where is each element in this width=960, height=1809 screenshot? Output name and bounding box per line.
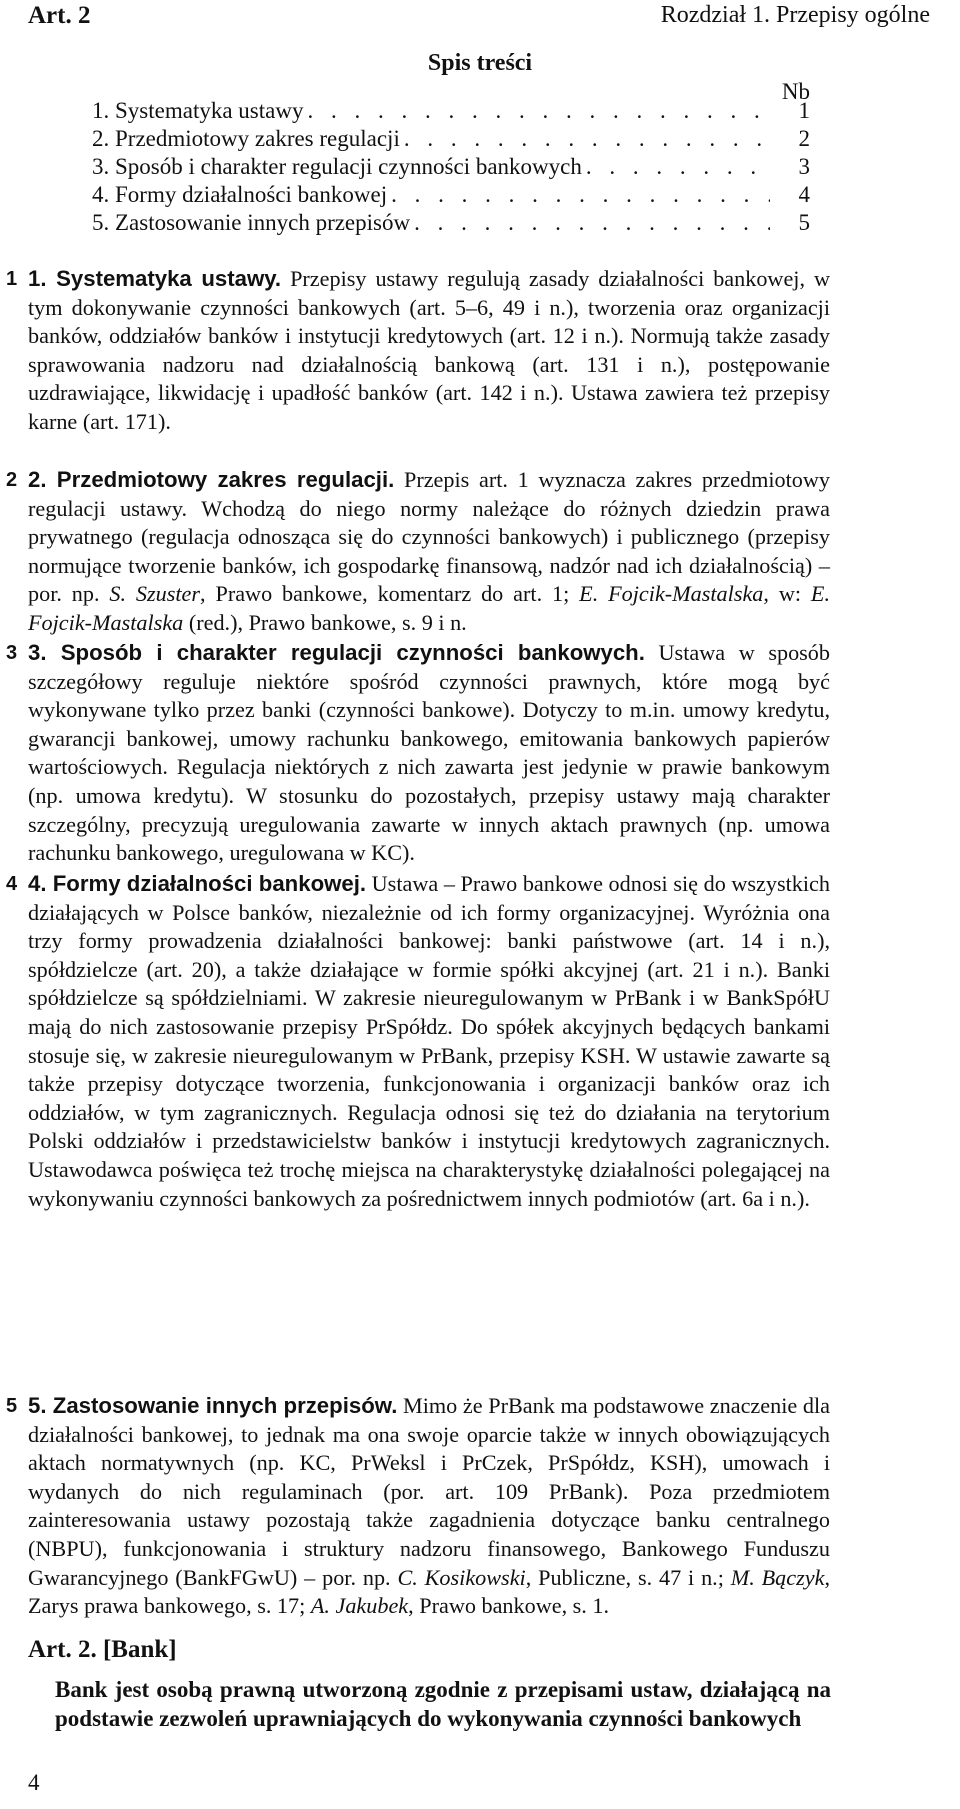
margin-number: 4 [6, 873, 18, 895]
toc-entry[interactable] [92, 209, 810, 237]
section-heading: 1. Systematyka ustawy. [28, 266, 282, 291]
toc-leader-dots [387, 181, 770, 209]
header-article: Art. 2 [28, 2, 91, 29]
toc-entry-label: 1. Systematyka ustawy [92, 98, 304, 123]
section-5 [6, 1392, 830, 1621]
toc-entry-number: 5 [798, 210, 810, 235]
section-text: Mimo że PrBank ma podstawowe znaczenie dla działalności bankowej, to jednak ma ona swoje oparcie także w innych obowiązujących aktach normatywnych (np. KC, PrWeksl i PrCzek, PrSpółdz, KSH), umowach i wydanych do nich regulaminach (por. art. 109 PrBank). Poza przedmiotem zainteresowania ustawy pozostają także zagadnienia dotyczące banku centralnego (NBPU), funkcjonowania i struktury nadzoru finansowego, Bankowego Funduszu Gwarancyjnego (BankFGwU) – por. np. [28, 1393, 830, 1590]
header-chapter: Rozdział 1. Przepisy ogólne [660, 2, 930, 28]
section-heading: 4. Formy działalności bankowej. [28, 871, 367, 896]
toc-leader-dots [400, 125, 770, 153]
reference-text: , Prawo bankowe, s. 1. [408, 1593, 610, 1619]
reference-author: E. Fojcik-Mastalska [28, 581, 831, 635]
section-text: Przepisy ustawy regulują zasady działalności bankowej, w tym dokonywanie czynności bankowych (art. 5–6, 49 i n.), tworzenia oraz organizacji banków, oddziałów banków i instytucji kredytowych (art. 12 i n.). Normują także zasady sprawowania nadzoru nad działalnością bankową (art. 131 i n.), postępowanie uzdrawiające, likwidację i upadłość banków (art. 142 i n.). Ustawa zawiera też przepisy karne (art. 171). [28, 266, 830, 434]
toc-entry[interactable] [92, 97, 810, 125]
toc-leader-dots [582, 153, 770, 181]
section-text: Ustawa w sposób szczegółowy reguluje niektóre spośród czynności prawnych, które mogą być wykonywane tylko przez banki (czynności bankowe). Dotyczy to m.in. umowy kredytu, gwarancji bankowej, umowy rachunku bankowego, emitowania bankowych papierów wartościowych. Regulacja niektórych z nich zawarta jest jedynie w prawie bankowym (np. umowa kredytu). W stosunku do pozostałych, przepisy ustawy mają charakter szczególny, precyzują uregulowania zawarte w innych aktach prawnych (np. umowa rachunku bankowego, uregulowana w KC). [28, 640, 830, 866]
section-1 [6, 265, 830, 437]
reference-text: , Prawo bankowe, komentarz do art. 1; [200, 581, 580, 607]
reference-author: E. Fojcik-Mastalska [579, 581, 764, 607]
reference-author: S. Szuster [109, 581, 201, 607]
margin-number: 1 [6, 268, 18, 290]
section-3 [6, 639, 830, 868]
toc-entry-label: 2. Przedmiotowy zakres regulacji [92, 126, 400, 151]
reference-author: A. Jakubek [310, 1593, 409, 1619]
toc-title: Spis treści [427, 50, 533, 76]
table-of-contents [92, 97, 810, 237]
reference-author: M. Bączyk [730, 1564, 825, 1590]
toc-entry-number: 1 [798, 98, 810, 123]
toc-entry-label: 3. Sposób i charakter regulacji czynności bankowych [92, 154, 582, 179]
toc-entry-number: 3 [798, 154, 810, 179]
section-text: Ustawa – Prawo bankowe odnosi się do wszystkich działających w Polsce banków, niezależnie od ich formy organizacyjnej. Wyróżnia ona trzy formy prowadzenia działalności bankowej: banki państwowe (art. 14 i n.), spółdzielcze (art. 20), a także działające w formie spółki akcyjnej (art. 21 i n.). Banki spółdzielcze są spółdzielniami. W zakresie nieuregulowanym w PrBank i w BankSpółU mają do nich zastosowanie przepisy PrSpółdz. Do spółek akcyjnych będących bankami stosuje się, w zakresie nieuregulowanym w PrBank, przepisy KSH. W ustawie zawarte są także przepisy dotyczące tworzenia, funkcjonowania i organizacji banków oraz ich oddziałów, w tym zagranicznych. Regulacja odnosi się też do działania na terytorium Polski oddziałów i przedstawicielstw banków i instytucji kredytowych zagranicznych. Ustawodawca poświęca też trochę miejsca na charakterystykę działalności polegającej na wykonywaniu czynności bankowych za pośrednictwem innych podmiotów (art. 6a i n.). [28, 871, 830, 1211]
toc-entry[interactable] [92, 125, 810, 153]
reference-text: (red.), Prawo bankowe, s. 9 i n. [183, 609, 467, 635]
toc-entry[interactable] [92, 181, 810, 209]
section-heading: 5. Zastosowanie innych przepisów. [28, 1393, 398, 1418]
toc-entry-number: 4 [798, 182, 810, 207]
section-4 [6, 870, 830, 1213]
toc-entry-label: 4. Formy działalności bankowej [92, 182, 388, 207]
section-heading: 2. Przedmiotowy zakres regulacji. [28, 467, 395, 492]
toc-entry[interactable] [92, 153, 810, 181]
margin-number: 3 [6, 642, 18, 664]
margin-number: 2 [6, 469, 18, 491]
page-number: 4 [28, 1770, 40, 1795]
toc-entry-label: 5. Zastosowanie innych przepisów [92, 210, 411, 235]
section-2 [6, 466, 831, 638]
margin-number: 5 [6, 1395, 18, 1417]
reference-author: C. Kosikowski [397, 1564, 526, 1590]
article-heading: Art. 2. [Bank] [28, 1636, 177, 1663]
reference-text: , Zarys prawa bankowego, s. 17; [28, 1564, 830, 1619]
toc-entry-number: 2 [798, 126, 810, 151]
reference-text: , Publiczne, s. 47 i n.; [525, 1564, 731, 1590]
section-text: Przepis art. 1 wyznacza zakres przedmiotowy regulacji ustawy. Wchodzą do niego normy należące do różnych dziedzin prawa prywatnego (regulacja odnosząca się do czynności bankowych) i publicznego (przepisy normujące tworzenie banków, ich gospodarkę finansową, nadzór nad ich działalnością) – por. np. [28, 467, 830, 607]
article-text: Bank jest osobą prawną utworzoną zgodnie z przepisami ustaw, działającą na podstawie zezwoleń uprawniających do wykonywania czynności bankowych [55, 1677, 831, 1731]
toc-leader-dots [303, 97, 770, 125]
running-header [28, 2, 930, 38]
toc-column-label: Nb [781, 79, 810, 104]
reference-text: , w: [763, 581, 811, 607]
toc-leader-dots [410, 209, 770, 237]
section-heading: 3. Sposób i charakter regulacji czynności bankowych. [28, 640, 645, 665]
